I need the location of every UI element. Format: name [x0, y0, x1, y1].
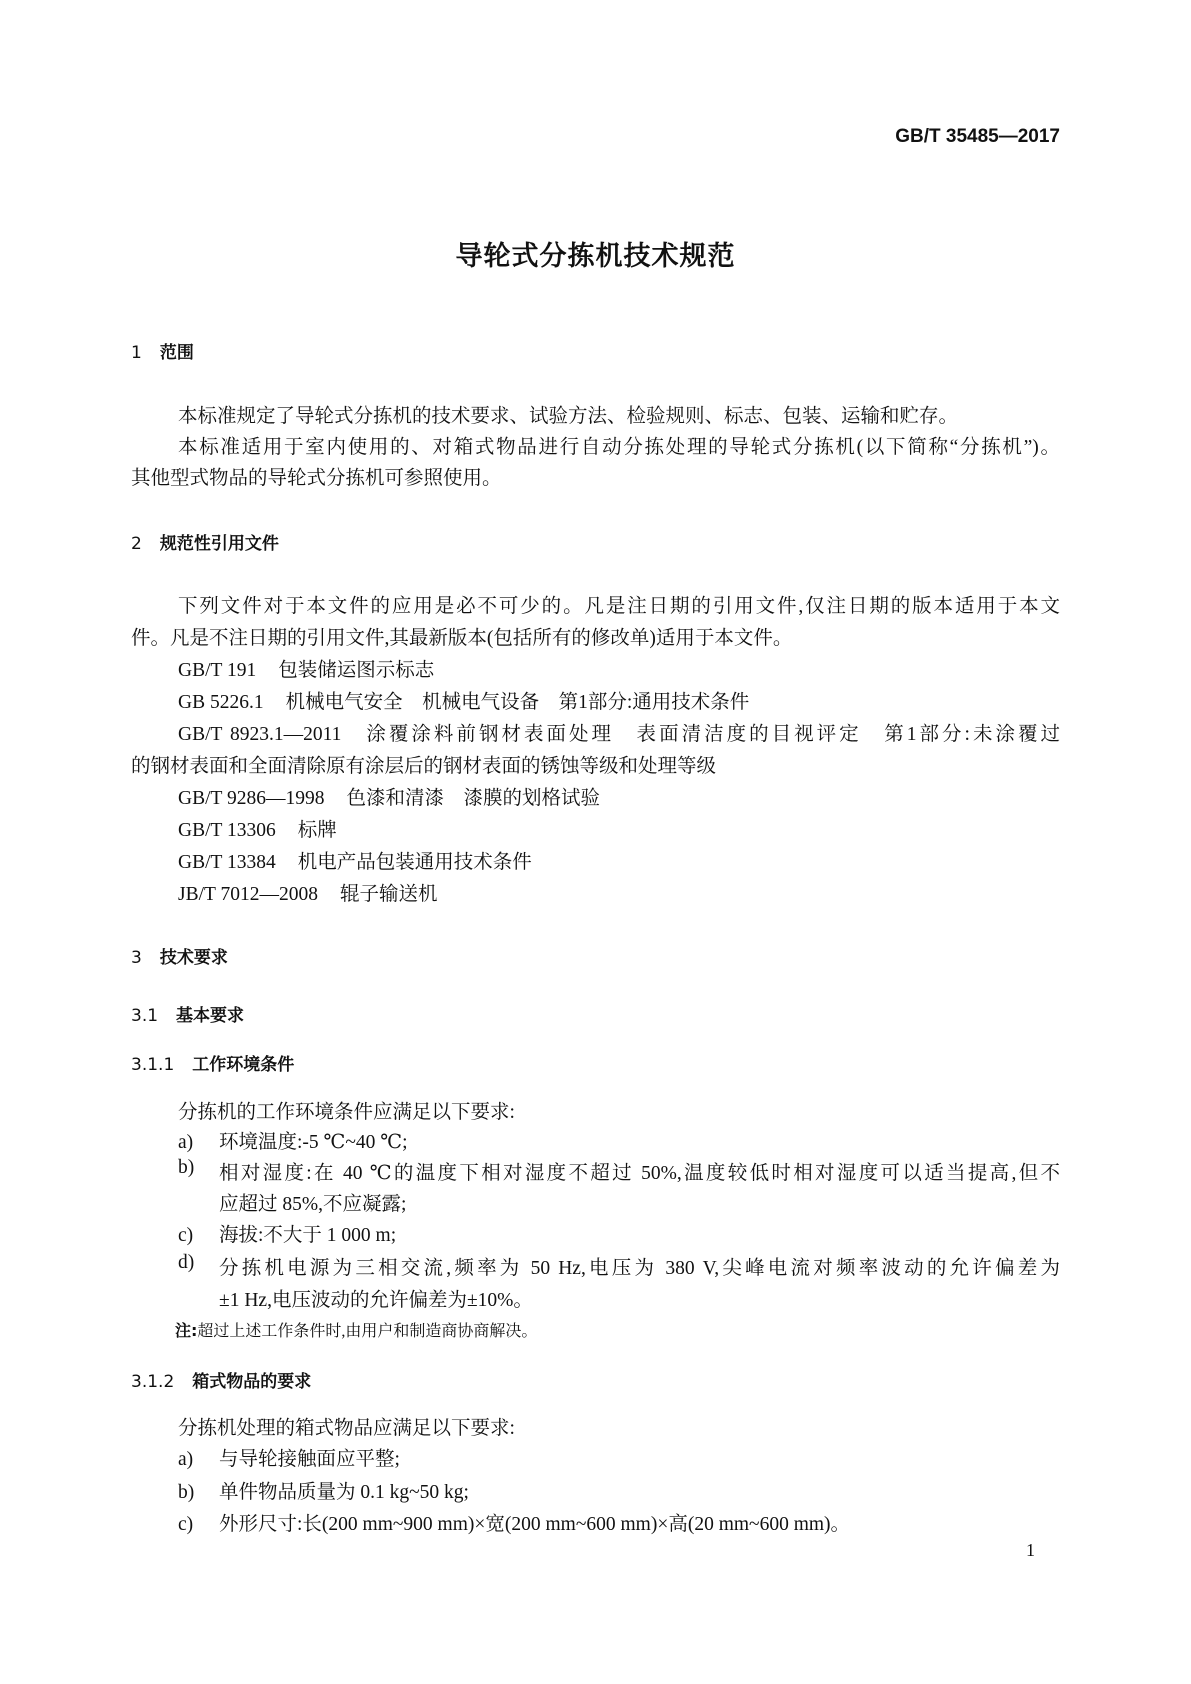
paragraph: 分拣机的工作环境条件应满足以下要求: [178, 1102, 515, 1123]
list-label: c) [178, 1225, 194, 1246]
note-label: 注: [175, 1321, 198, 1340]
paragraph: 本标准规定了导轮式分拣机的技术要求、试验方法、检验规则、标志、包装、运输和贮存。 [178, 406, 959, 427]
list-text: 分拣机电源为三相交流,频率为 50 Hz,电压为 380 V,尖峰电流对频率波动的允许偏差为 [219, 1258, 1060, 1279]
heading-number: 1 [131, 343, 142, 363]
list-label: a) [178, 1449, 194, 1470]
heading-number: 3.1 [131, 1006, 159, 1026]
reference-item [178, 654, 434, 682]
reference-continuation: 的钢材表面和全面清除原有涂层后的钢材表面的锈蚀等级和处理等级 [131, 756, 717, 777]
reference-title: 辊子输送机 [339, 884, 438, 905]
note [175, 1318, 537, 1341]
paragraph: 分拣机处理的箱式物品应满足以下要求: [178, 1418, 515, 1439]
reference-item [178, 878, 437, 906]
list-text-continuation: ±1 Hz,电压波动的允许偏差为±10%。 [219, 1290, 533, 1311]
heading-scope [131, 338, 194, 363]
document-title: 导轮式分拣机技术规范 [455, 241, 736, 272]
reference-code: GB/T 8923.1—2011 [178, 724, 342, 745]
note-text: 超过上述工作条件时,由用户和制造商协商解决。 [197, 1323, 538, 1340]
list-label: a) [178, 1132, 194, 1153]
reference-code: GB/T 13306 [178, 820, 276, 841]
list-item [178, 1476, 469, 1504]
list-item [178, 1126, 408, 1154]
standard-number: GB/T 35485—2017 [895, 126, 1060, 147]
heading-working-environment [131, 1050, 294, 1075]
list-text: 相对湿度:在 40 ℃的温度下相对湿度不超过 50%,温度较低时相对湿度可以适当提高,但不 [219, 1163, 1060, 1184]
heading-basic-requirements [131, 1001, 244, 1026]
list-label: c) [178, 1514, 194, 1535]
reference-code: GB 5226.1 [178, 692, 264, 713]
list-label: b) [178, 1157, 195, 1178]
reference-title: 包装储运图示标志 [278, 660, 435, 681]
heading-text: 技术要求 [159, 948, 228, 968]
reference-item [178, 814, 337, 842]
list-item [178, 1443, 400, 1471]
reference-item [178, 782, 600, 810]
reference-title: 涂覆涂料前钢材表面处理 表面清洁度的目视评定 第1部分:未涂覆过 [363, 724, 1060, 745]
reference-title: 色漆和清漆 漆膜的划格试验 [346, 788, 600, 809]
list-text: 环境温度:-5 ℃~40 ℃; [219, 1132, 408, 1153]
paragraph: 其他型式物品的导轮式分拣机可参照使用。 [131, 468, 502, 489]
reference-title: 标牌 [297, 820, 337, 841]
reference-code: GB/T 9286—1998 [178, 788, 325, 809]
reference-title: 机电产品包装通用技术条件 [297, 852, 532, 873]
list-label: b) [178, 1482, 195, 1503]
reference-code: GB/T 13384 [178, 852, 276, 873]
list-item [178, 1157, 1060, 1184]
page-number: 1 [1026, 1540, 1035, 1560]
heading-text: 基本要求 [176, 1006, 245, 1026]
reference-title: 机械电气安全 机械电气设备 第1部分:通用技术条件 [285, 692, 750, 713]
heading-technical-requirements [131, 943, 228, 968]
list-item [178, 1219, 396, 1247]
heading-text: 规范性引用文件 [159, 534, 279, 554]
list-text: 与导轮接触面应平整; [219, 1449, 400, 1470]
paragraph: 本标准适用于室内使用的、对箱式物品进行自动分拣处理的导轮式分拣机(以下简称“分拣机”)。 [178, 437, 1060, 458]
list-text: 单件物品质量为 0.1 kg~50 kg; [219, 1482, 469, 1503]
heading-number: 2 [131, 534, 142, 554]
reference-code: GB/T 191 [178, 660, 257, 681]
heading-number: 3 [131, 948, 142, 968]
list-item [178, 1508, 850, 1536]
list-text-continuation: 应超过 85%,不应凝露; [219, 1194, 407, 1215]
paragraph: 下列文件对于本文件的应用是必不可少的。凡是注日期的引用文件,仅注日期的版本适用于本文 [178, 596, 1060, 617]
reference-item [178, 686, 749, 714]
heading-text: 范围 [159, 343, 194, 363]
reference-code: JB/T 7012—2008 [178, 884, 318, 905]
list-item [178, 1252, 1060, 1279]
list-text: 外形尺寸:长(200 mm~900 mm)×宽(200 mm~600 mm)×高(20 mm~600 mm)。 [219, 1514, 851, 1535]
heading-number: 3.1.2 [131, 1372, 175, 1392]
heading-text: 箱式物品的要求 [192, 1372, 312, 1392]
reference-item [178, 718, 1060, 746]
heading-text: 工作环境条件 [192, 1055, 295, 1075]
heading-box-goods-requirements [131, 1367, 311, 1392]
paragraph: 件。凡是不注日期的引用文件,其最新版本(包括所有的修改单)适用于本文件。 [131, 628, 793, 649]
heading-number: 3.1.1 [131, 1055, 175, 1075]
list-text: 海拔:不大于 1 000 m; [219, 1225, 397, 1246]
heading-normative-references [131, 529, 279, 554]
list-label: d) [178, 1252, 195, 1273]
reference-item [178, 846, 532, 874]
